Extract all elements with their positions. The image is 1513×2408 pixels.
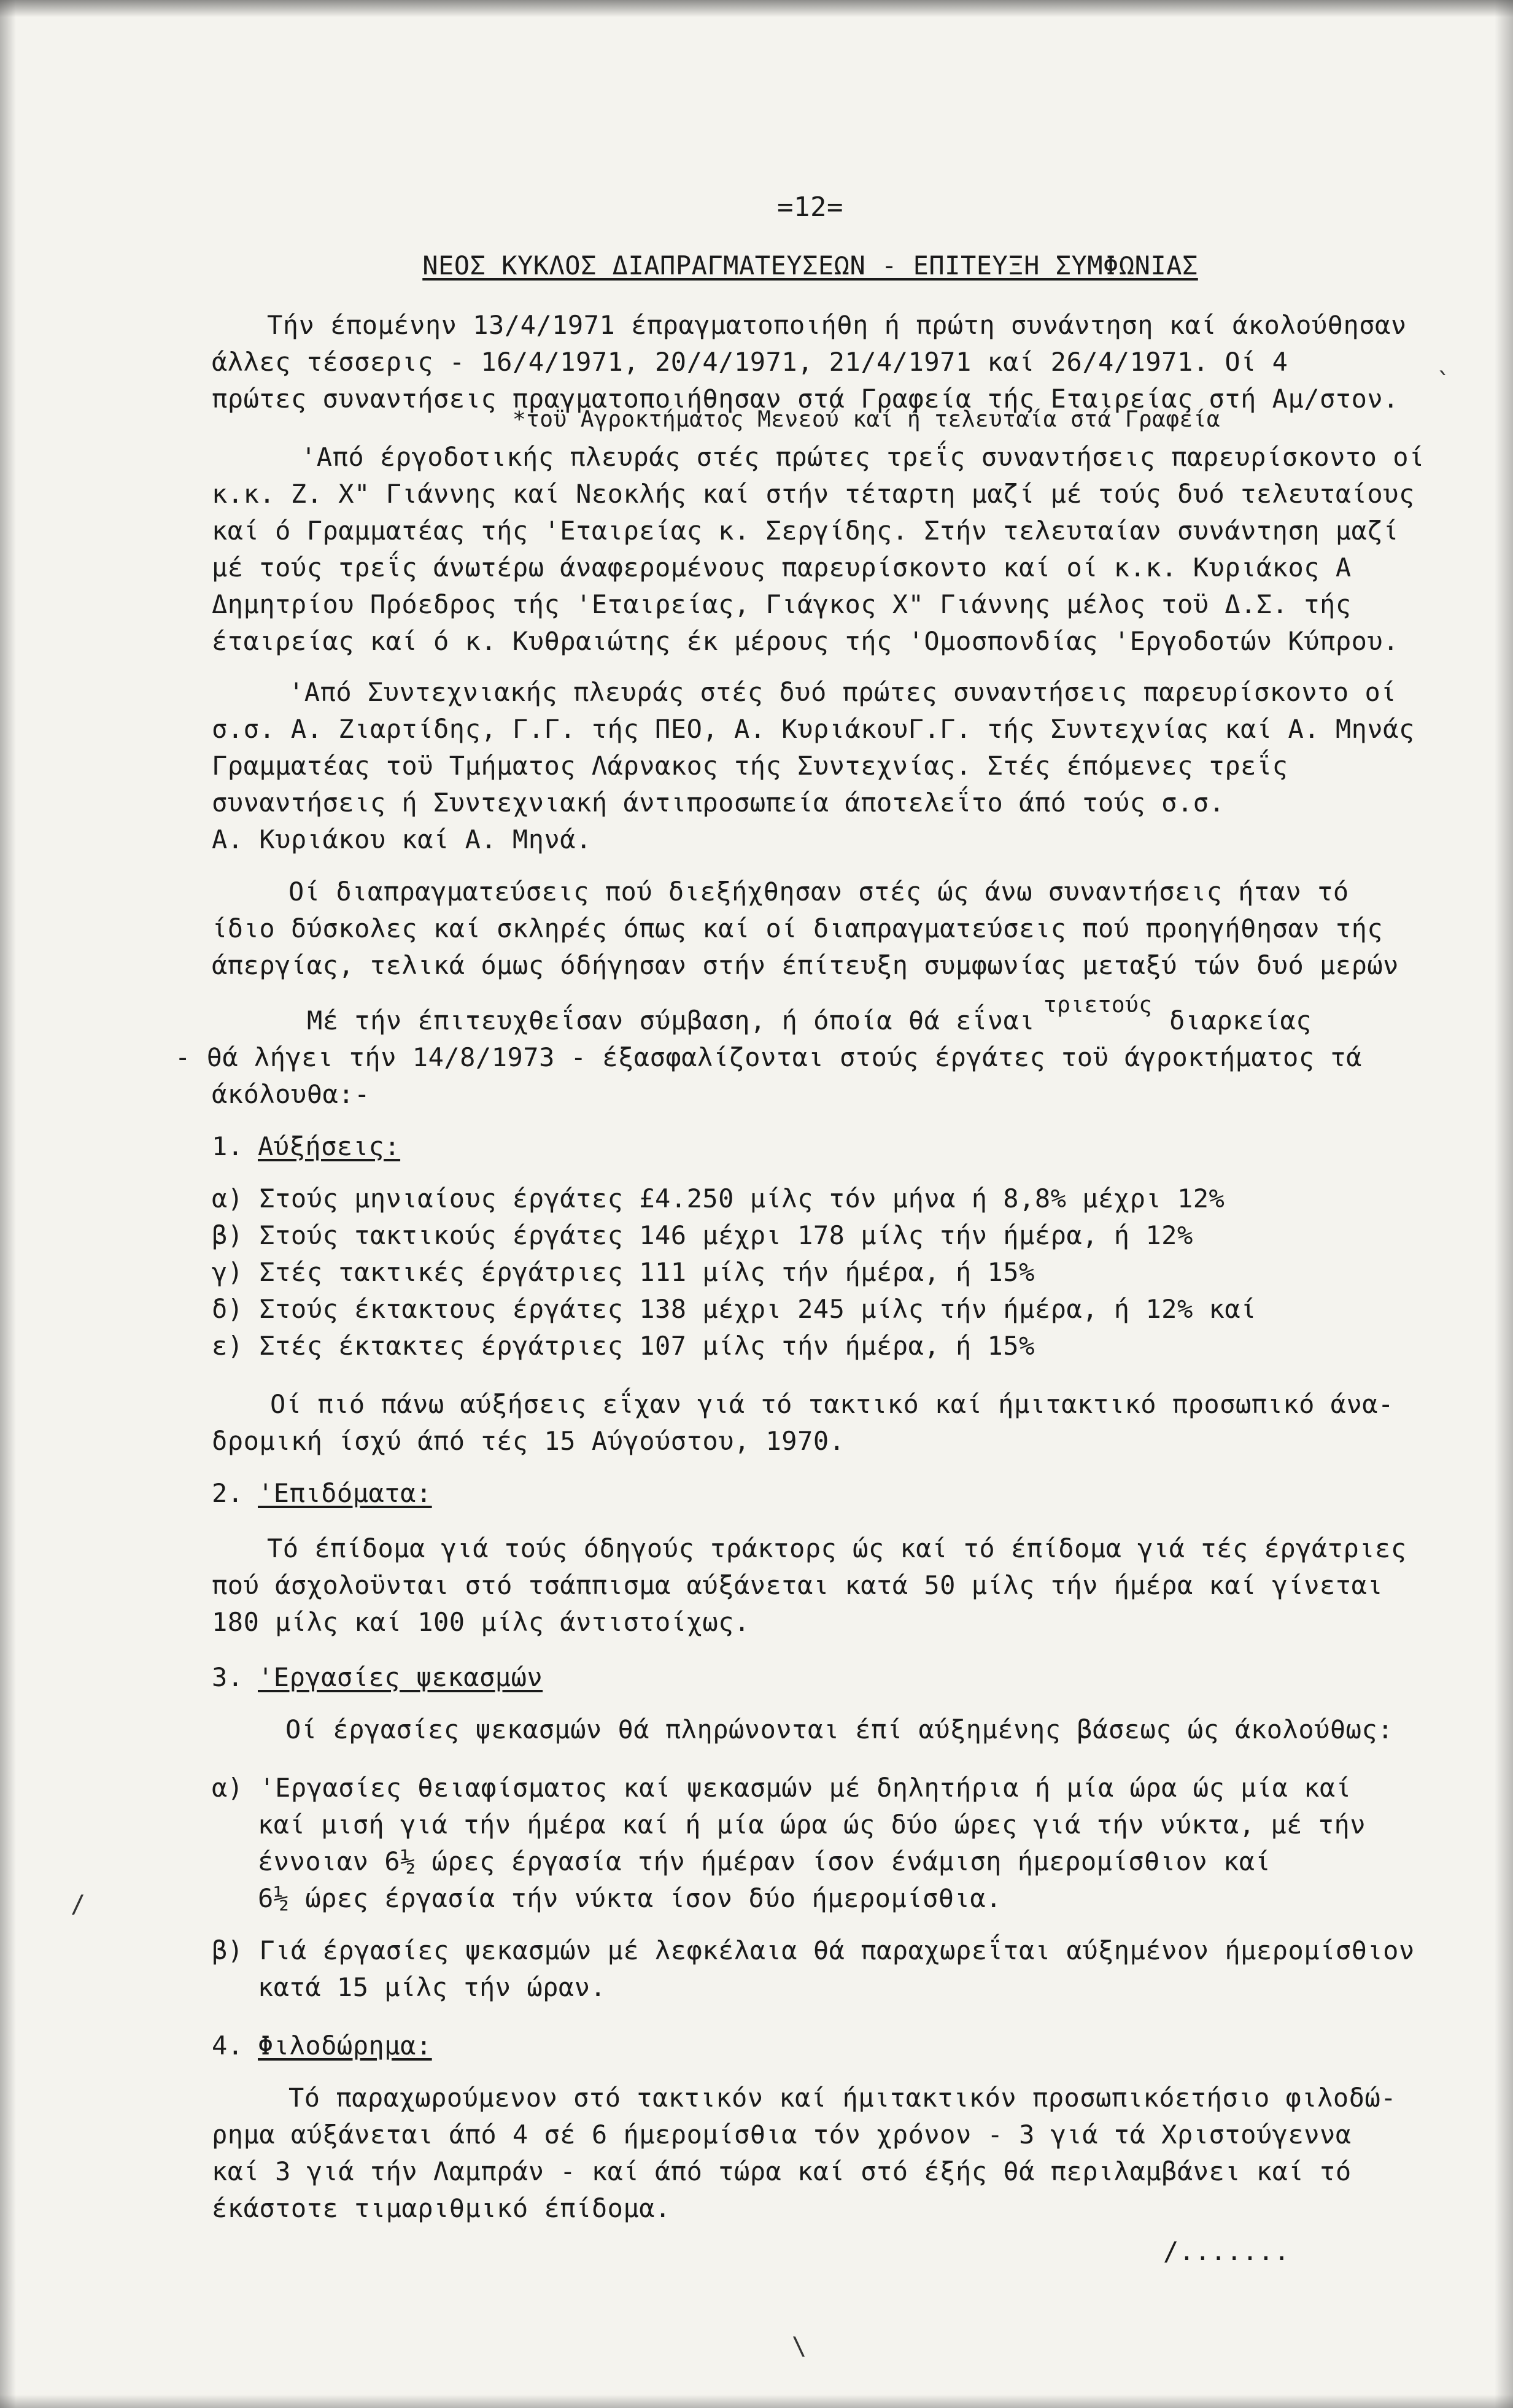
para5-superscript: τριετούς	[1043, 993, 1153, 1018]
scan-edge-bottom	[0, 2394, 1513, 2408]
scan-mark: /	[71, 1891, 86, 1919]
para5-line: άκόλουθα:-	[212, 1079, 370, 1109]
continuation-mark: /.......	[1163, 2236, 1290, 2266]
section2-heading: 'Επιδόματα:	[258, 1478, 432, 1508]
spray-b-line: β) Γιά έργασίες ψεκασμών μέ λεφκέλαια θά παραχωρεΐται αύξημένον ήμερομίσθιον	[212, 1935, 1415, 1965]
raises-note-line: δρομική ίσχύ άπό τές 15 Αύγούστου, 1970.	[212, 1426, 845, 1456]
section3-heading: 'Εργασίες ψεκασμών	[258, 1662, 543, 1692]
para2-line: Δημητρίου Πρόεδρος τής 'Εταιρείας, Γιάγκος Χ" Γιάννης μέλος τοϋ Δ.Σ. τής	[212, 589, 1352, 619]
para2-line: 'Από έργοδοτικής πλευράς στές πρώτες τρεΐς συναντήσεις παρευρίσκοντο οί	[301, 442, 1425, 472]
section1-number: 1.	[212, 1131, 244, 1161]
bonus-line: έκάστοτε τιμαριθμικό έπίδομα.	[212, 2193, 671, 2223]
para2-line: μέ τούς τρεΐς άνωτέρω άναφερομένους παρευρίσκοντο καί οί κ.κ. Κυριάκος Α	[212, 552, 1352, 583]
raise-item: δ) Στούς έκτακτους έργάτες 138 μέχρι 245 μίλς τήν ήμέρα, ή 12% καί	[212, 1294, 1256, 1324]
spray-a-line: 6½ ώρες έργασία τήν νύκτα ίσον δύο ήμερομίσθια.	[258, 1883, 1002, 1913]
scan-edge-left	[0, 0, 16, 2408]
bonus-line: ρημα αύξάνεται άπό 4 σέ 6 ήμερομίσθια τόν χρόνον - 3 γιά τά Χριστούγεννα	[212, 2120, 1352, 2150]
para3-line: σ.σ. Α. Ζιαρτίδης, Γ.Γ. τής ΠΕΟ, Α. ΚυριάκουΓ.Γ. τής Συντεχνίας καί Α. Μηνάς	[212, 714, 1415, 744]
raise-item: α) Στούς μηνιαίους έργάτες £4.250 μίλς τόν μήνα ή 8,8% μέχρι 12%	[212, 1183, 1225, 1214]
para3-line: Α. Κυριάκου καί Α. Μηνά.	[212, 824, 592, 854]
page-number: =12=	[777, 192, 843, 223]
handwritten-insertion: *τοϋ Αγροκτήματος Μενεού καί ή τελευταία στά Γραφεία	[513, 407, 1221, 432]
spray-b-line: κατά 15 μίλς τήν ώραν.	[258, 1972, 606, 2002]
page-title: ΝΕΟΣ ΚΥΚΛΟΣ ΔΙΑΠΡΑΓΜΑΤΕΥΣΕΩΝ - ΕΠΙΤΕΥΞΗ ΣΥΜΦΩΝΙΑΣ	[422, 250, 1198, 281]
spray-intro: Οί έργασίες ψεκασμών θά πληρώνονται έπί αύξημένης βάσεως ώς άκολούθως:	[285, 1714, 1394, 1744]
section2-number: 2.	[212, 1478, 244, 1508]
para5-tail: διαρκείας	[1169, 1005, 1312, 1036]
allowances-line: πού άσχολοϋνται στό τσάππισμα αύξάνεται κατά 50 μίλς τήν ήμέρα καί γίνεται	[212, 1570, 1383, 1600]
scan-mark: `	[1436, 368, 1452, 397]
para5-line: - θά λήγει τήν 14/8/1973 - έξασφαλίζονται στούς έργάτες τοϋ άγροκτήματος τά	[175, 1042, 1362, 1072]
para4-line: άπεργίας, τελικά όμως όδήγησαν στήν έπίτευξη συμφωνίας μεταξύ τών δυό μερών	[212, 950, 1399, 980]
para3-line: συναντήσεις ή Συντεχνιακή άντιπροσωπεία άποτελεΐτο άπό τούς σ.σ.	[212, 788, 1225, 818]
scan-mark: \	[792, 2333, 807, 2361]
allowances-line: Τό έπίδομα γιά τούς όδηγούς τράκτορς ώς καί τό έπίδομα γιά τές έργάτριες	[267, 1533, 1407, 1563]
spray-a-line: καί μισή γιά τήν ήμέρα καί ή μία ώρα ώς δύο ώρες γιά τήν νύκτα, μέ τήν	[258, 1810, 1366, 1840]
raise-item: γ) Στές τακτικές έργάτριες 111 μίλς τήν ήμέρα, ή 15%	[212, 1257, 1035, 1287]
scan-edge-right	[1495, 0, 1513, 2408]
raise-item: ε) Στές έκτακτες έργάτριες 107 μίλς τήν ήμέρα, ή 15%	[212, 1331, 1035, 1361]
para4-line: ίδιο δύσκολες καί σκληρές όπως καί οί διαπραγματεύσεις πού προηγήθησαν τής	[212, 913, 1383, 943]
scan-edge-top	[0, 0, 1513, 17]
spray-a-line: έννοιαν 6½ ώρες έργασία τήν ήμέραν ίσον ένάμιση ήμερομίσθιον καί	[258, 1846, 1271, 1876]
section4-heading: Φιλοδώρημα:	[258, 2031, 432, 2061]
para4-line: Οί διαπραγματεύσεις πού διεξήχθησαν στές ώς άνω συναντήσεις ήταν τό	[288, 877, 1349, 907]
raise-item: β) Στούς τακτικούς έργάτες 146 μέχρι 178 μίλς τήν ήμέρα, ή 12%	[212, 1220, 1193, 1250]
para2-line: καί ό Γραμματέας τής 'Εταιρείας κ. Σεργίδης. Στήν τελευταίαν συνάντηση μαζί	[212, 516, 1399, 546]
para1-line: Τήν έπομένην 13/4/1971 έπραγματοποιήθη ή πρώτη συνάντηση καί άκολούθησαν	[267, 310, 1407, 340]
para2-line: έταιρείας καί ό κ. Κυθραιώτης έκ μέρους τής 'Ομοσπονδίας 'Εργοδοτών Κύπρου.	[212, 626, 1399, 656]
section4-number: 4.	[212, 2031, 244, 2061]
para2-line: κ.κ. Ζ. Χ" Γιάννης καί Νεοκλής καί στήν τέταρτη μαζί μέ τούς δυό τελευταίους	[212, 479, 1415, 509]
section1-heading: Αύξήσεις:	[258, 1131, 401, 1161]
section3-number: 3.	[212, 1662, 244, 1692]
para1-line: πρώτες συναντήσεις πραγματοποιήθησαν στά Γραφεία τής Εταιρείας στή Αμ/στον.	[212, 384, 1399, 414]
spray-a-line: α) 'Εργασίες θειαφίσματος καί ψεκασμών μέ δηλητήρια ή μία ώρα ώς μία καί	[212, 1773, 1352, 1803]
raises-note-line: Οί πιό πάνω αύξήσεις εΐχαν γιά τό τακτικό καί ήμιτακτικό προσωπικό άνα-	[270, 1389, 1394, 1419]
bonus-line: καί 3 γιά τήν Λαμπράν - καί άπό τώρα καί στό έξής θά περιλαμβάνει καί τό	[212, 2156, 1352, 2186]
bonus-line: Τό παραχωρούμενον στό τακτικόν καί ήμιτακτικόν προσωπικόετήσιο φιλοδώ-	[288, 2083, 1397, 2113]
para5-line: Μέ τήν έπιτευχθεΐσαν σύμβαση, ή όποία θά εΐναι	[307, 1005, 1035, 1036]
para3-line: Γραμματέας τοϋ Τμήματος Λάρνακος τής Συντεχνίας. Στές έπόμενες τρεΐς	[212, 751, 1288, 781]
allowances-line: 180 μίλς καί 100 μίλς άντιστοίχως.	[212, 1607, 750, 1637]
para1-line: άλλες τέσσερις - 16/4/1971, 20/4/1971, 21/4/1971 καί 26/4/1971. Οί 4	[212, 347, 1288, 377]
para3-line: 'Από Συντεχνιακής πλευράς στές δυό πρώτες συναντήσεις παρευρίσκοντο οί	[288, 677, 1397, 707]
